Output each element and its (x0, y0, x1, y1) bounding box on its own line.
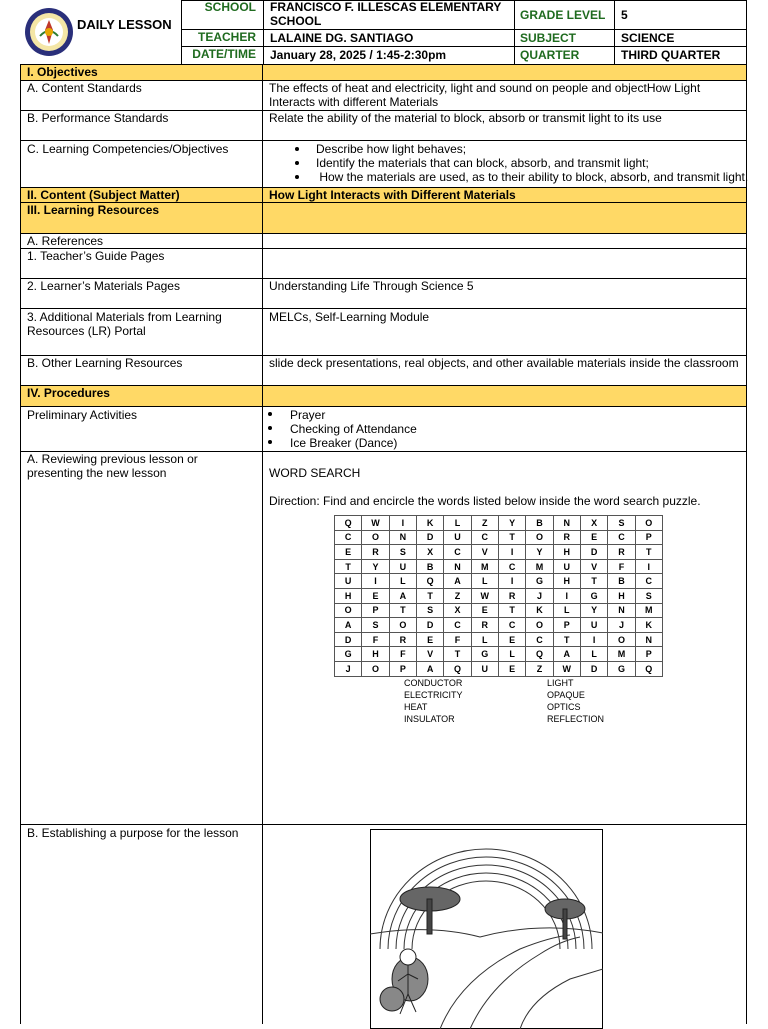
word-search-cell: C (526, 632, 553, 647)
word-search-cell: X (416, 545, 443, 560)
word-search-cell: H (553, 545, 580, 560)
word-search-cell: G (471, 647, 498, 662)
word-search-cell: D (580, 545, 607, 560)
word-search-row (335, 516, 663, 531)
word-search-cell: X (444, 603, 471, 618)
word-search-cell: C (335, 530, 362, 545)
word-search-cell: L (444, 516, 471, 531)
other-resources-label: B. Other Learning Resources (27, 356, 183, 370)
word-search-cell: T (335, 559, 362, 574)
word-search-cell: R (608, 545, 635, 560)
word-search-cell: O (526, 618, 553, 633)
word-search-cell: K (526, 603, 553, 618)
word-search-cell: N (444, 559, 471, 574)
word-search-cell: O (362, 661, 389, 676)
word-search-cell: S (635, 588, 662, 603)
word-search-cell: F (608, 559, 635, 574)
word-item: CONDUCTOR (404, 678, 463, 688)
word-search-cell: I (498, 545, 525, 560)
word-search-cell: G (335, 647, 362, 662)
word-search-cell: W (471, 588, 498, 603)
word-search-cell: L (498, 647, 525, 662)
word-search-cell: V (416, 647, 443, 662)
word-search-cell: L (580, 647, 607, 662)
word-search-cell: V (471, 545, 498, 560)
word-search-cell: J (335, 661, 362, 676)
word-search-direction: Direction: Find and encircle the words listed below inside the word search puzzle. (269, 494, 701, 508)
word-search-cell: Y (526, 545, 553, 560)
quarter-value: THIRD QUARTER (621, 48, 721, 62)
word-search-cell: I (498, 574, 525, 589)
word-search-cell: G (526, 574, 553, 589)
procedures-heading: IV. Procedures (27, 386, 110, 400)
word-search-cell: L (553, 603, 580, 618)
word-search-cell: W (553, 661, 580, 676)
word-search-cell: T (498, 603, 525, 618)
word-item: OPTICS (547, 702, 581, 712)
word-search-cell: U (580, 618, 607, 633)
word-search-cell: N (608, 603, 635, 618)
word-search-cell: O (389, 618, 416, 633)
word-search-cell: T (444, 647, 471, 662)
other-resources-value: slide deck presentations, real objects, and other available materials inside the classroom (269, 356, 739, 370)
word-search-cell: C (498, 559, 525, 574)
word-item: REFLECTION (547, 714, 605, 724)
word-search-cell: C (608, 530, 635, 545)
word-search-cell: T (389, 603, 416, 618)
teacher-value: LALAINE DG. SANTIAGO (270, 31, 414, 45)
word-item: HEAT (404, 702, 428, 712)
word-search-cell: A (416, 661, 443, 676)
word-search-cell: R (553, 530, 580, 545)
word-search-row (335, 632, 663, 647)
word-search-cell: R (389, 632, 416, 647)
word-search-cell: Q (444, 661, 471, 676)
word-search-cell: G (580, 588, 607, 603)
word-search-cell: P (553, 618, 580, 633)
date-label: DATE/TIME (192, 47, 256, 61)
content-standards-label: A. Content Standards (27, 81, 142, 95)
word-item: OPAQUE (547, 690, 585, 700)
additional-materials-label: 3. Additional Materials from Learning Resources (LR) Portal (27, 310, 222, 338)
competencies-label: C. Learning Competencies/Objectives (27, 142, 229, 156)
word-search-cell: P (635, 647, 662, 662)
word-search-cell: M (635, 603, 662, 618)
grade-label: GRADE LEVEL (520, 8, 606, 22)
word-search-cell: K (635, 618, 662, 633)
word-search-cell: G (608, 661, 635, 676)
word-search-cell: Z (444, 588, 471, 603)
word-search-cell: P (362, 603, 389, 618)
word-search-cell: H (608, 588, 635, 603)
content-standards-value: The effects of heat and electricity, light and sound on people and objectHow Light Interacts with different Materials (269, 81, 701, 109)
word-search-row (335, 545, 663, 560)
word-search-cell: D (335, 632, 362, 647)
word-search-cell: O (635, 516, 662, 531)
content-subject-value: How Light Interacts with Different Materials (269, 188, 516, 202)
word-search-cell: T (416, 588, 443, 603)
word-search-cell: I (389, 516, 416, 531)
word-search-cell: R (471, 618, 498, 633)
word-search-cell: T (498, 530, 525, 545)
preliminary-label: Preliminary Activities (27, 408, 138, 422)
word-search-cell: E (362, 588, 389, 603)
word-search-cell: Q (635, 661, 662, 676)
word-search-title: WORD SEARCH (269, 466, 361, 480)
word-search-cell: H (362, 647, 389, 662)
word-search-cell: I (580, 632, 607, 647)
word-search-cell: S (416, 603, 443, 618)
word-search-cell: Y (498, 516, 525, 531)
word-search-cell: F (362, 632, 389, 647)
preliminary-item: Ice Breaker (Dance) (290, 436, 398, 450)
word-search-cell: Y (580, 603, 607, 618)
word-search-cell: S (362, 618, 389, 633)
word-search-cell: A (444, 574, 471, 589)
word-search-cell: Y (362, 559, 389, 574)
learning-resources-heading: III. Learning Resources (27, 203, 160, 217)
content-subject-label: II. Content (Subject Matter) (27, 188, 180, 202)
teachers-guide-label: 1. Teacher’s Guide Pages (27, 249, 165, 263)
word-search-cell: W (362, 516, 389, 531)
word-search-cell: M (608, 647, 635, 662)
word-list-left (404, 677, 463, 725)
word-search-cell: L (471, 574, 498, 589)
competency-item: How the materials are used, as to their ability to block, absorb, and transmit light. (316, 170, 749, 184)
word-search-cell: J (526, 588, 553, 603)
word-search-cell: O (526, 530, 553, 545)
word-search-cell: V (580, 559, 607, 574)
objectives-heading: I. Objectives (27, 65, 98, 79)
word-search-cell: E (498, 632, 525, 647)
word-search-cell: U (444, 530, 471, 545)
performance-standards-value: Relate the ability of the material to block, absorb or transmit light to its use (269, 111, 662, 125)
word-search-cell: C (444, 545, 471, 560)
word-search-row (335, 661, 663, 676)
word-search-cell: S (389, 545, 416, 560)
subject-value: SCIENCE (621, 31, 675, 45)
school-label: SCHOOL (204, 0, 256, 14)
teacher-label: TEACHER (197, 30, 256, 44)
word-item: ELECTRICITY (404, 690, 463, 700)
preliminary-item: Prayer (290, 408, 326, 422)
word-search-cell: R (498, 588, 525, 603)
word-search-cell: F (444, 632, 471, 647)
competency-item: Identify the materials that can block, absorb, and transmit light; (316, 156, 649, 170)
word-search-cell: I (635, 559, 662, 574)
word-search-row (335, 588, 663, 603)
word-search-cell: F (389, 647, 416, 662)
word-search-cell: T (580, 574, 607, 589)
word-search-cell: T (553, 632, 580, 647)
word-search-cell: D (416, 618, 443, 633)
word-search-cell: Q (526, 647, 553, 662)
word-search-cell: E (335, 545, 362, 560)
word-search-cell: I (362, 574, 389, 589)
word-search-row (335, 574, 663, 589)
rainbow-landscape-illustration (370, 829, 603, 1029)
word-search-cell: S (608, 516, 635, 531)
word-search-cell: N (635, 632, 662, 647)
preliminary-item: Checking of Attendance (290, 422, 417, 436)
word-search-grid (334, 515, 663, 677)
word-search-cell: C (471, 530, 498, 545)
word-search-row (335, 559, 663, 574)
word-search-cell: O (608, 632, 635, 647)
establishing-purpose-label: B. Establishing a purpose for the lesson (27, 826, 239, 840)
word-search-cell: Q (416, 574, 443, 589)
word-search-cell: M (526, 559, 553, 574)
word-search-cell: O (335, 603, 362, 618)
quarter-label: QUARTER (520, 48, 580, 62)
word-search-row (335, 618, 663, 633)
word-search-cell: A (389, 588, 416, 603)
word-search-cell: C (444, 618, 471, 633)
word-search-cell: T (635, 545, 662, 560)
additional-materials-value: MELCs, Self-Learning Module (269, 310, 430, 324)
word-search-cell: E (498, 661, 525, 676)
word-search-cell: U (335, 574, 362, 589)
word-search-cell: H (553, 574, 580, 589)
word-search-cell: A (553, 647, 580, 662)
word-search-cell: P (389, 661, 416, 676)
learners-materials-label: 2. Learner’s Materials Pages (27, 279, 180, 293)
word-search-cell: C (635, 574, 662, 589)
word-search-cell: E (416, 632, 443, 647)
word-search-cell: C (498, 618, 525, 633)
date-value: January 28, 2025 / 1:45-2:30pm (270, 48, 447, 62)
logo-text: DAILY LESSON (77, 17, 172, 32)
word-search-cell: D (580, 661, 607, 676)
word-search-cell: I (553, 588, 580, 603)
word-search-cell: U (553, 559, 580, 574)
word-search-cell: X (580, 516, 607, 531)
word-search-cell: Q (335, 516, 362, 531)
word-search-cell: N (389, 530, 416, 545)
logo-block (20, 0, 182, 64)
word-search-cell: Z (471, 516, 498, 531)
word-search-cell: L (471, 632, 498, 647)
school-value: FRANCISCO F. ILLESCAS ELEMENTARY SCHOOL (270, 0, 502, 28)
deped-seal-icon (23, 6, 75, 58)
word-search-row (335, 647, 663, 662)
grade-value: 5 (621, 8, 628, 22)
word-search-cell: R (362, 545, 389, 560)
word-search-cell: O (362, 530, 389, 545)
word-search-cell: E (580, 530, 607, 545)
word-search-cell: B (526, 516, 553, 531)
learners-materials-value: Understanding Life Through Science 5 (269, 279, 474, 293)
references-label: A. References (27, 234, 104, 248)
word-item: INSULATOR (404, 714, 455, 724)
word-search-cell: B (608, 574, 635, 589)
word-search-cell: N (553, 516, 580, 531)
reviewing-label: A. Reviewing previous lesson or presenting the new lesson (27, 452, 198, 480)
word-search-cell: L (389, 574, 416, 589)
word-list-right (547, 677, 604, 725)
word-search-cell: P (635, 530, 662, 545)
word-search-cell: U (471, 661, 498, 676)
word-search-cell: A (335, 618, 362, 633)
word-search-cell: J (608, 618, 635, 633)
word-search-cell: M (471, 559, 498, 574)
word-search-cell: E (471, 603, 498, 618)
word-search-row (335, 530, 663, 545)
word-search-cell: H (335, 588, 362, 603)
word-search-cell: D (416, 530, 443, 545)
word-search-row (335, 603, 663, 618)
word-search-cell: Z (526, 661, 553, 676)
performance-standards-label: B. Performance Standards (27, 111, 169, 125)
word-search-cell: U (389, 559, 416, 574)
competency-item: Describe how light behaves; (316, 142, 467, 156)
subject-label: SUBJECT (520, 31, 577, 45)
word-search-cell: K (416, 516, 443, 531)
word-item: LIGHT (547, 678, 574, 688)
word-search-cell: B (416, 559, 443, 574)
